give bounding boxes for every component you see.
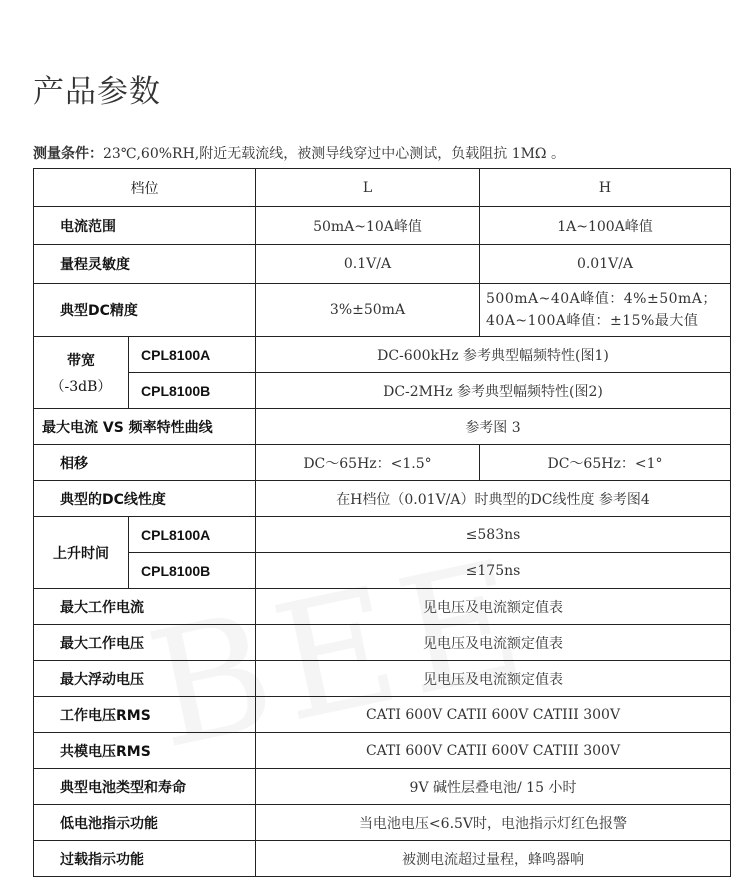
- cell-value: 见电压及电流额定值表: [256, 589, 731, 625]
- table-row: [34, 169, 731, 207]
- table-row: [34, 625, 731, 661]
- header-gear: 档位: [34, 169, 256, 207]
- cell-value: 9V 碱性层叠电池/ 15 小时: [256, 769, 731, 805]
- row-label: 工作电压RMS: [34, 697, 256, 733]
- row-label: 最大浮动电压: [34, 661, 256, 697]
- cell-value: 参考图 3: [256, 409, 731, 445]
- conditions-label: 测量条件：: [33, 146, 103, 162]
- table-row: [34, 445, 731, 481]
- header-h: H: [480, 169, 731, 207]
- table-row: [34, 284, 731, 337]
- cell-value: DC-2MHz 参考典型幅频特性(图2): [256, 373, 731, 409]
- cell-h: 0.01V/A: [480, 245, 731, 284]
- cell-l: DC～65Hz：<1.5°: [256, 445, 480, 481]
- cell-h: 1A~100A峰值: [480, 207, 731, 245]
- cell-l: 0.1V/A: [256, 245, 480, 284]
- table-row: [34, 517, 731, 553]
- row-label: 过载指示功能: [34, 841, 256, 877]
- cell-value: ≤583ns: [256, 517, 731, 553]
- table-row: [34, 553, 731, 589]
- cell-l: 3%±50mA: [256, 284, 480, 337]
- row-label: 低电池指示功能: [34, 805, 256, 841]
- cell-value: ≤175ns: [256, 553, 731, 589]
- table-row: [34, 337, 731, 373]
- model-a: CPL8100A: [129, 337, 256, 373]
- cell-value: 见电压及电流额定值表: [256, 661, 731, 697]
- table-row: [34, 661, 731, 697]
- table-row: [34, 373, 731, 409]
- cell-l: 50mA~10A峰值: [256, 207, 480, 245]
- row-label: 最大工作电压: [34, 625, 256, 661]
- page-title: 产品参数: [33, 74, 161, 110]
- conditions-text: 23℃,60%RH,附近无载流线，被测导线穿过中心测试，负载阻抗 1MΩ 。: [103, 146, 565, 162]
- cell-value: 当电池电压<6.5V时，电池指示灯红色报警: [256, 805, 731, 841]
- row-label: 共模电压RMS: [34, 733, 256, 769]
- bandwidth-label-main: 带宽: [67, 352, 95, 369]
- rise-time-label: 上升时间: [34, 517, 129, 589]
- measurement-conditions: [33, 143, 565, 163]
- row-label: 典型电池类型和寿命: [34, 769, 256, 805]
- row-label: 相移: [34, 445, 256, 481]
- model-b: CPL8100B: [129, 373, 256, 409]
- table-row: [34, 409, 731, 445]
- model-a: CPL8100A: [129, 517, 256, 553]
- row-label: 典型DC精度: [34, 284, 256, 337]
- cell-value: CATI 600V CATII 600V CATIII 300V: [256, 697, 731, 733]
- table-row: [34, 481, 731, 517]
- table-row: [34, 805, 731, 841]
- row-label: 最大工作电流: [34, 589, 256, 625]
- row-label: 电流范围: [34, 207, 256, 245]
- cell-value: DC-600kHz 参考典型幅频特性(图1): [256, 337, 731, 373]
- row-label: 量程灵敏度: [34, 245, 256, 284]
- spec-table: [33, 168, 731, 877]
- table-row: [34, 245, 731, 284]
- bandwidth-label-sub: （-3dB）: [50, 378, 112, 395]
- row-label: 最大电流 VS 频率特性曲线: [34, 409, 256, 445]
- table-row: [34, 697, 731, 733]
- table-row: [34, 769, 731, 805]
- cell-h: 500mA~40A峰值：4%±50mA；40A~100A峰值：±15%最大值: [480, 284, 731, 337]
- cell-value: 见电压及电流额定值表: [256, 625, 731, 661]
- table-row: [34, 589, 731, 625]
- bandwidth-label: [34, 337, 129, 409]
- cell-value: CATI 600V CATII 600V CATIII 300V: [256, 733, 731, 769]
- table-row: [34, 841, 731, 877]
- table-row: [34, 207, 731, 245]
- row-label: 典型的DC线性度: [34, 481, 256, 517]
- table-row: [34, 733, 731, 769]
- cell-value: 被测电流超过量程，蜂鸣器响: [256, 841, 731, 877]
- cell-h: DC～65Hz：<1°: [480, 445, 731, 481]
- header-l: L: [256, 169, 480, 207]
- cell-value: 在H档位（0.01V/A）时典型的DC线性度 参考图4: [256, 481, 731, 517]
- model-b: CPL8100B: [129, 553, 256, 589]
